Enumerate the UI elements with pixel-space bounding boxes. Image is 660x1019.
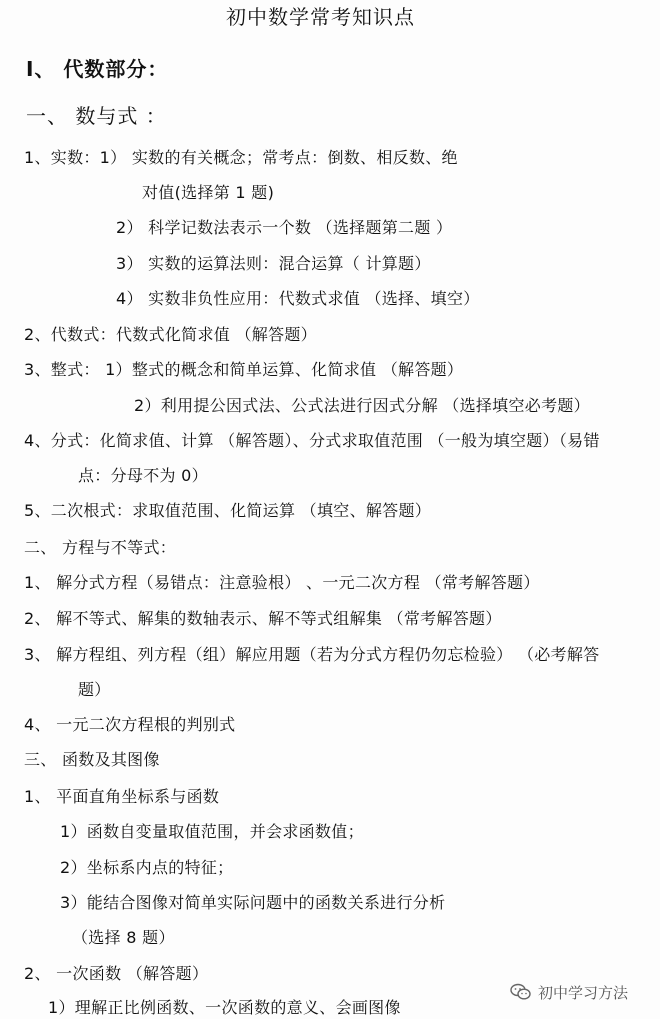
item-equations-4: 4、 一元二次方程根的判别式 [24,715,236,734]
item-polynomials-2: 2）利用提公因式法、公式法进行因式分解 （选择填空必考题） [134,396,590,415]
item-equations-3a: 3、 解方程组、列方程（组）解应用题（若为分式方程仍勿忘检验） （必考解答 [24,645,600,664]
item-functions-2-1: 1）理解正比例函数、一次函数的意义、会画图像 [48,998,401,1017]
item-real-numbers-2: 2） 科学记数法表示一个数 （选择题第二题 ） [116,218,453,237]
item-real-numbers-1b: 对值(选择第 1 题) [142,183,275,202]
item-real-numbers-4: 4） 实数非负性应用：代数式求值 （选择、填空） [116,289,480,308]
page-title: 初中数学常考知识点 [226,5,415,29]
item-functions-1-3b: （选择 8 题） [72,928,175,947]
item-equations-2: 2、 解不等式、解集的数轴表示、解不等式组解集 （常考解答题） [24,609,502,628]
part-heading-equations: 二、 方程与不等式： [24,538,177,557]
section-heading-algebra: Ⅰ、 代数部分： [26,57,169,81]
wechat-watermark [510,980,628,1004]
item-equations-3b: 题） [78,680,111,699]
item-functions-1-3: 3）能结合图像对简单实际问题中的函数关系进行分析 [60,893,446,912]
item-algebraic-expressions: 2、代数式：代数式化简求值 （解答题） [24,325,317,344]
part-heading-numbers-expressions: 一、 数与式 ： [26,104,167,128]
item-real-numbers-3: 3） 实数的运算法则：混合运算（ 计算题） [116,254,431,273]
part-heading-functions: 三、 函数及其图像 [24,750,160,769]
item-fractions-a: 4、分式：化简求值、计算 （解答题）、分式求取值范围 （一般为填空题）（易错 [24,431,600,450]
item-fractions-b: 点：分母不为 0） [78,466,208,485]
item-real-numbers-1a: 1、实数：1） 实数的有关概念；常考点：倒数、相反数、绝 [24,148,458,167]
item-functions-1-1: 1）函数自变量取值范围，并会求函数值； [60,822,364,841]
item-equations-1: 1、 解分式方程（易错点：注意验根） 、一元二次方程 （常考解答题） [24,573,540,592]
item-radicals: 5、二次根式：求取值范围、化简运算 （填空、解答题） [24,501,432,520]
watermark-text: 初中学习方法 [538,983,629,1002]
item-functions-1: 1、 平面直角坐标系与函数 [24,787,220,806]
wechat-icon [510,983,532,1001]
item-functions-1-2: 2）坐标系内点的特征； [60,858,234,877]
item-polynomials-1: 3、整式： 1）整式的概念和简单运算、化简求值 （解答题） [24,360,464,379]
item-functions-2: 2、 一次函数 （解答题） [24,964,209,983]
